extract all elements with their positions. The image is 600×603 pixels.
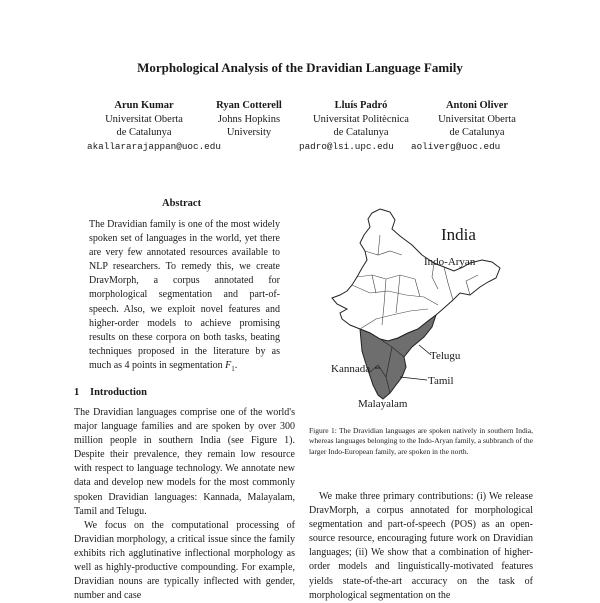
label-telugu: Telugu [430, 350, 461, 362]
metric-symbol: F [225, 359, 232, 371]
section-heading-introduction [74, 387, 147, 398]
author-affiliation: Universitat Oberta [438, 113, 516, 125]
label-indo-aryan: Indo-Aryan [424, 256, 476, 268]
paragraph: We focus on the computational processing of Dravidian morphology, a critical issue since the family exhibits rich agglutinative inflectional morphology as well as highly-productive compounding. For example, Dravidian nouns are typically inflected with gender, number and case [74, 519, 295, 602]
author-name: Antoni Oliver [445, 100, 509, 111]
india-map [320, 205, 510, 420]
author-affiliation: de Catalunya [333, 127, 389, 138]
abstract-heading: Abstract [162, 198, 202, 209]
email-kumar[interactable]: akallararajappan@uoc.edu [87, 141, 221, 152]
paragraph: We make three primary contributions: (i) We release DravMorph, a corpus annotated for morphological segmentation and part-of-speech (POS) as an open-source resource, encouraging future work on Dravidian languages; (ii) We show that a combination of higher-order models and linguistically-motivated features yields state-of-the-art accuracy on the task of morphological segmentation on the [309, 491, 533, 601]
paper-title: Morphological Analysis of the Dravidian Language Family [137, 60, 463, 75]
author-affiliation: de Catalunya [449, 127, 505, 138]
email-oliver[interactable]: aoliverg@uoc.edu [411, 141, 501, 152]
metric-subscript: 1 [231, 364, 235, 373]
map-title: India [441, 225, 476, 244]
author-name: Arun Kumar [114, 100, 174, 111]
author-affiliation: Johns Hopkins [217, 113, 281, 125]
figure-caption: Figure 1: The Dravidian languages are spoken natively in southern India, whereas languages belonging to the Indo-Aryan family, a subbranch of the larger Indo-European family, are spoken in the north. [309, 426, 533, 456]
author-block-oliver [418, 99, 536, 140]
author-affiliation: de Catalunya [116, 127, 172, 138]
author-affiliation: Universitat Oberta [105, 113, 183, 125]
author-name: Ryan Cotterell [216, 100, 282, 111]
section-number: 1 [74, 387, 80, 398]
section-title: Introduction [90, 387, 147, 398]
label-leader-tamil [400, 377, 427, 380]
author-block-kumar [89, 99, 199, 140]
introduction-body [74, 406, 295, 603]
label-tamil: Tamil [428, 375, 454, 387]
label-kannada: Kannada [331, 363, 371, 375]
author-affiliation: Universitat Politècnica [313, 113, 409, 125]
india-map-figure [320, 205, 510, 420]
label-malayalam: Malayalam [358, 398, 408, 410]
author-name: Lluís Padró [334, 100, 388, 111]
author-affiliation: University [226, 127, 272, 138]
author-block-padro [296, 99, 426, 140]
contributions-paragraph [309, 490, 533, 603]
author-block-cotterell [196, 99, 302, 140]
email-padro[interactable]: padro@lsi.upc.edu [299, 141, 394, 152]
abstract-body: The Dravidian family is one of the most widely spoken set of languages in the world, yet there are very few annotated resources available to NLP researchers. To remedy this, we create DravMorph, a corpus annotated for morphological segmentation and part-of-speech. Also, we exploit novel features and higher-order models to achieve promising results on these corpora on both tasks, beating techniques proposed in the literature by as much as 4 points in segmentation $F_1$. [89, 219, 280, 373]
paragraph: The Dravidian languages comprise one of the world's major language families and are spoken by over 300 million people in southern India (see Figure 1). Despite their prevalence, they remain low resource with respect to language technology. We annotate new data and develop new models for the most commonly spoken Dravidian languages: Kannada, Malayalam, Tamil and Telugu. [74, 407, 295, 517]
